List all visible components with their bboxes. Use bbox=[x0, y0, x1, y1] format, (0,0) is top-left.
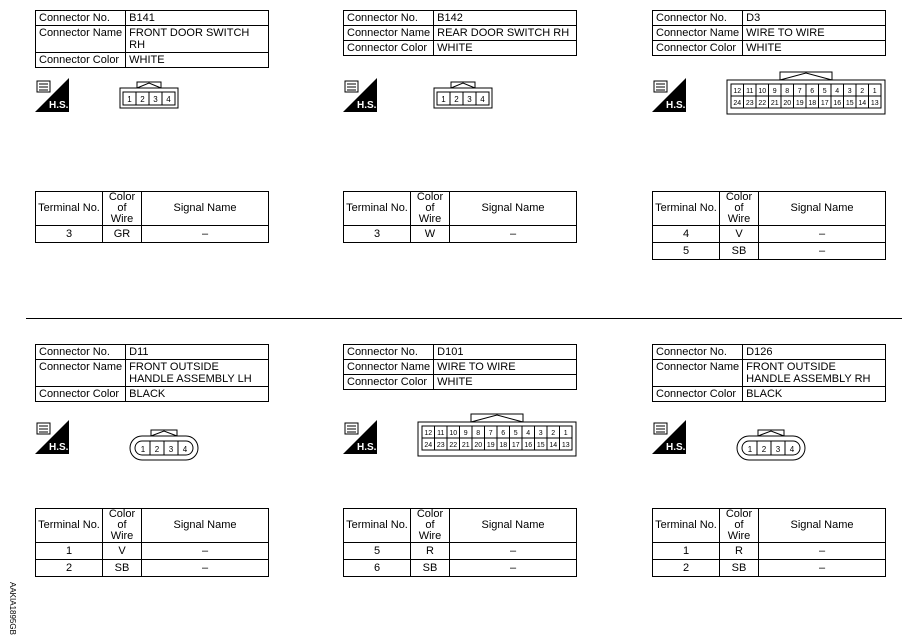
label-connector-no: Connector No. bbox=[344, 345, 434, 360]
pin-label: 16 bbox=[524, 442, 533, 449]
pin-label: 2 bbox=[761, 445, 767, 454]
connector-panel-d11 bbox=[27, 334, 287, 634]
label-connector-name: Connector Name bbox=[344, 26, 434, 41]
pin-label: 19 bbox=[795, 100, 804, 107]
hs-icon bbox=[35, 420, 69, 454]
connector-no-value: B142 bbox=[434, 11, 577, 26]
label-connector-no: Connector No. bbox=[344, 11, 434, 26]
pin-label: 14 bbox=[858, 100, 867, 107]
label-connector-color: Connector Color bbox=[36, 53, 126, 68]
hs-label: H.S. bbox=[357, 442, 377, 453]
table-row: 3 W – bbox=[344, 226, 577, 243]
connector-name-value: WIRE TO WIRE bbox=[434, 360, 577, 375]
pin-label: 2 bbox=[860, 88, 865, 95]
pin-label: 3 bbox=[775, 445, 781, 454]
label-connector-name: Connector Name bbox=[653, 360, 743, 387]
pin-label: 11 bbox=[437, 430, 445, 437]
label-connector-no: Connector No. bbox=[36, 345, 126, 360]
pin-label: 23 bbox=[436, 442, 445, 449]
connector-no-value: D101 bbox=[434, 345, 577, 360]
pin-label: 2 bbox=[454, 95, 459, 104]
pin-label: 9 bbox=[463, 430, 468, 437]
pin-label: 3 bbox=[153, 95, 158, 104]
header-terminal-no: Terminal No. bbox=[344, 192, 411, 226]
pin-label: 3 bbox=[538, 430, 543, 437]
pin-label: 5 bbox=[513, 430, 518, 437]
pin-label: 13 bbox=[561, 442, 570, 449]
connector-color-value: WHITE bbox=[743, 41, 886, 56]
pin-label: 13 bbox=[870, 100, 879, 107]
hs-icon bbox=[343, 420, 377, 454]
header-terminal-no: Terminal No. bbox=[36, 192, 103, 226]
pin-label: 10 bbox=[449, 430, 458, 437]
pin-label: 6 bbox=[501, 430, 506, 437]
pin-label: 1 bbox=[441, 95, 446, 104]
header-color-of-wire: Color of Wire bbox=[720, 192, 759, 226]
pin-label: 8 bbox=[785, 88, 790, 95]
table-row: 2 SB – bbox=[36, 560, 269, 577]
label-connector-color: Connector Color bbox=[653, 41, 743, 56]
connector-panel-b141 bbox=[27, 0, 287, 300]
pin-label: 18 bbox=[499, 442, 508, 449]
pin-label: 3 bbox=[847, 88, 852, 95]
connector-face-4pin-oval bbox=[736, 428, 808, 462]
connector-panel-d126 bbox=[644, 334, 904, 634]
hs-icon bbox=[35, 78, 69, 112]
pin-label: 19 bbox=[486, 442, 495, 449]
pin-label: 7 bbox=[797, 88, 802, 95]
table-row: 6 SB – bbox=[344, 560, 577, 577]
pin-label: 3 bbox=[168, 445, 174, 454]
hs-label: H.S. bbox=[666, 442, 686, 453]
connector-info-table bbox=[343, 344, 577, 390]
figure-code-text: AAKIA1895GB bbox=[8, 582, 17, 635]
connector-color-value: BLACK bbox=[126, 387, 269, 402]
pin-label: 4 bbox=[789, 445, 795, 454]
header-color-of-wire: Color of Wire bbox=[411, 509, 450, 543]
connector-name-value: FRONT OUTSIDE HANDLE ASSEMBLY LH bbox=[126, 360, 269, 387]
pin-label: 1 bbox=[872, 88, 877, 95]
connector-no-value: B141 bbox=[126, 11, 269, 26]
connector-name-value: REAR DOOR SWITCH RH bbox=[434, 26, 577, 41]
pin-label: 6 bbox=[810, 88, 815, 95]
pin-label: 2 bbox=[154, 445, 160, 454]
pin-label: 15 bbox=[536, 442, 545, 449]
pin-label: 1 bbox=[127, 95, 132, 104]
terminal-table bbox=[343, 508, 577, 577]
connector-no-value: D126 bbox=[743, 345, 886, 360]
label-connector-name: Connector Name bbox=[344, 360, 434, 375]
pin-label: 1 bbox=[140, 445, 146, 454]
connector-color-value: WHITE bbox=[126, 53, 269, 68]
header-signal-name: Signal Name bbox=[142, 192, 269, 226]
pin-label: 17 bbox=[820, 100, 829, 107]
connector-face-24pin bbox=[417, 412, 579, 458]
header-signal-name: Signal Name bbox=[759, 509, 886, 543]
label-connector-no: Connector No. bbox=[653, 345, 743, 360]
header-color-of-wire: Color of Wire bbox=[411, 192, 450, 226]
pin-label: 4 bbox=[835, 88, 840, 95]
connector-face-4pin-oval bbox=[129, 428, 201, 462]
header-signal-name: Signal Name bbox=[450, 509, 577, 543]
table-row: 2 SB – bbox=[653, 560, 886, 577]
hs-icon bbox=[343, 78, 377, 112]
label-connector-name: Connector Name bbox=[36, 360, 126, 387]
connector-info-table bbox=[652, 10, 886, 56]
table-row: 1 V – bbox=[36, 543, 269, 560]
connector-info-table bbox=[343, 10, 577, 56]
pin-label: 11 bbox=[746, 88, 754, 95]
table-row: 1 R – bbox=[653, 543, 886, 560]
pin-label: 8 bbox=[476, 430, 481, 437]
hs-label: H.S. bbox=[49, 100, 69, 111]
pin-label: 12 bbox=[424, 430, 433, 437]
label-connector-color: Connector Color bbox=[344, 41, 434, 56]
pin-label: 23 bbox=[745, 100, 754, 107]
pin-label: 4 bbox=[166, 95, 171, 104]
table-row: 5 SB – bbox=[653, 243, 886, 260]
connector-panel-d101 bbox=[335, 334, 595, 634]
pin-label: 4 bbox=[182, 445, 188, 454]
pin-label: 10 bbox=[758, 88, 767, 95]
pin-label: 14 bbox=[549, 442, 558, 449]
section-divider bbox=[26, 318, 902, 319]
connector-color-value: BLACK bbox=[743, 387, 886, 402]
terminal-table bbox=[652, 508, 886, 577]
pin-label: 9 bbox=[772, 88, 777, 95]
header-terminal-no: Terminal No. bbox=[36, 509, 103, 543]
connector-name-value: FRONT OUTSIDE HANDLE ASSEMBLY RH bbox=[743, 360, 886, 387]
hs-icon bbox=[652, 420, 686, 454]
hs-icon bbox=[652, 78, 686, 112]
table-row: 5 R – bbox=[344, 543, 577, 560]
pin-label: 15 bbox=[845, 100, 854, 107]
pin-label: 24 bbox=[424, 442, 433, 449]
table-row: 4 V – bbox=[653, 226, 886, 243]
pin-label: 22 bbox=[449, 442, 458, 449]
connector-name-value: WIRE TO WIRE bbox=[743, 26, 886, 41]
connector-panel-d3 bbox=[644, 0, 904, 300]
hs-label: H.S. bbox=[357, 100, 377, 111]
pin-label: 2 bbox=[551, 430, 556, 437]
pin-label: 17 bbox=[511, 442, 520, 449]
hs-label: H.S. bbox=[49, 442, 69, 453]
connector-color-value: WHITE bbox=[434, 41, 577, 56]
label-connector-name: Connector Name bbox=[36, 26, 126, 53]
connector-info-table bbox=[652, 344, 886, 402]
terminal-table bbox=[652, 191, 886, 260]
label-connector-name: Connector Name bbox=[653, 26, 743, 41]
connector-info-table bbox=[35, 344, 269, 402]
figure-code bbox=[2, 582, 17, 635]
connector-color-value: WHITE bbox=[434, 375, 577, 390]
pin-label: 3 bbox=[467, 95, 472, 104]
connector-face-4pin bbox=[119, 80, 181, 110]
table-row: 3 GR – bbox=[36, 226, 269, 243]
connector-no-value: D3 bbox=[743, 11, 886, 26]
header-terminal-no: Terminal No. bbox=[653, 192, 720, 226]
pin-label: 7 bbox=[488, 430, 493, 437]
header-color-of-wire: Color of Wire bbox=[103, 192, 142, 226]
pin-label: 2 bbox=[140, 95, 145, 104]
label-connector-color: Connector Color bbox=[344, 375, 434, 390]
pin-label: 16 bbox=[833, 100, 842, 107]
header-terminal-no: Terminal No. bbox=[653, 509, 720, 543]
connector-face-4pin bbox=[433, 80, 495, 110]
header-color-of-wire: Color of Wire bbox=[103, 509, 142, 543]
connector-info-table bbox=[35, 10, 269, 68]
header-color-of-wire: Color of Wire bbox=[720, 509, 759, 543]
label-connector-no: Connector No. bbox=[36, 11, 126, 26]
header-signal-name: Signal Name bbox=[450, 192, 577, 226]
header-terminal-no: Terminal No. bbox=[344, 509, 411, 543]
pin-label: 1 bbox=[563, 430, 568, 437]
connector-name-value: FRONT DOOR SWITCH RH bbox=[126, 26, 269, 53]
terminal-table bbox=[35, 508, 269, 577]
pin-label: 24 bbox=[733, 100, 742, 107]
terminal-table bbox=[35, 191, 269, 243]
connector-no-value: D11 bbox=[126, 345, 269, 360]
pin-label: 21 bbox=[770, 100, 779, 107]
pin-label: 21 bbox=[461, 442, 470, 449]
pin-label: 20 bbox=[474, 442, 483, 449]
label-connector-color: Connector Color bbox=[36, 387, 126, 402]
connector-panel-b142 bbox=[335, 0, 595, 300]
label-connector-color: Connector Color bbox=[653, 387, 743, 402]
pin-label: 18 bbox=[808, 100, 817, 107]
header-signal-name: Signal Name bbox=[759, 192, 886, 226]
pin-label: 12 bbox=[733, 88, 742, 95]
pin-label: 20 bbox=[783, 100, 792, 107]
pin-label: 1 bbox=[747, 445, 753, 454]
terminal-table bbox=[343, 191, 577, 243]
pin-label: 5 bbox=[822, 88, 827, 95]
hs-label: H.S. bbox=[666, 100, 686, 111]
pin-label: 22 bbox=[758, 100, 767, 107]
header-signal-name: Signal Name bbox=[142, 509, 269, 543]
connector-face-24pin bbox=[726, 70, 888, 116]
pin-label: 4 bbox=[480, 95, 485, 104]
label-connector-no: Connector No. bbox=[653, 11, 743, 26]
pin-label: 4 bbox=[526, 430, 531, 437]
